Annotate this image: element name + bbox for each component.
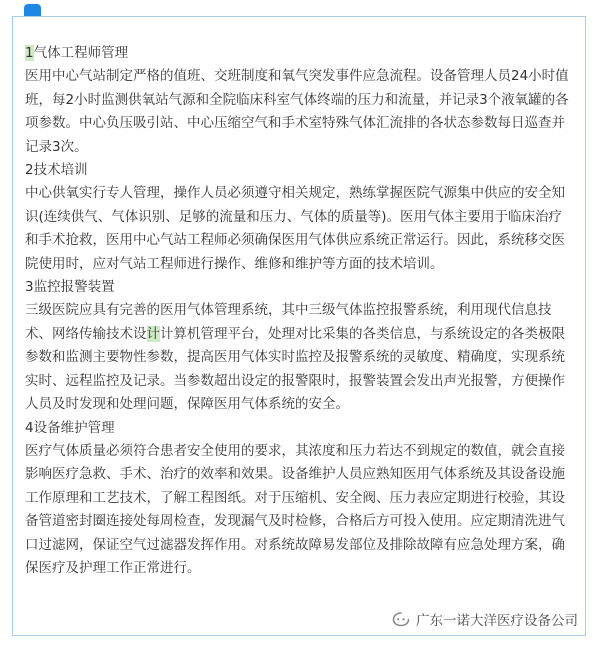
article-content: [25, 42, 574, 580]
section-3-highlight: 计: [146, 325, 160, 342]
section-3-number: 3: [25, 279, 34, 296]
section-3-title: 监控报警装置: [33, 279, 115, 296]
section-4-title: 设备维护管理: [33, 419, 115, 436]
section-2-body: 中心供氧实行专人管理，操作人员必须遵守相关规定，熟练掌握医院气源集中供应的安全知识(连续供气、气体识别、足够的流量和压力、气体的质量等)。医用气体主要用于临床治疗和手术抢救，医用中心气站工程师必须确保医用气体供应系统正常运行。因此，系统移交医院使用时，应对气站工程师进行操作、维修和维护等方面的技术培训。: [25, 185, 565, 272]
section-3-body-start: 三级医院应具有完善的医用气体管理系统，其中三级气体监控报警系统，利用现代信息技术、网络传输技术设: [25, 302, 552, 342]
section-1-number: 1: [25, 45, 34, 61]
section-3-heading: [25, 276, 574, 299]
section-3-body: [25, 299, 574, 416]
section-1-heading: [25, 42, 574, 65]
watermark-text: 广东一诺大洋医疗设备公司: [416, 613, 578, 629]
section-2-number: 2: [25, 162, 34, 179]
section-4-body: 医疗气体质量必须符合患者安全使用的要求，其浓度和压力若达不到规定的数值，就会直接影响医疗急救、手术、治疗的效率和效果。设备维护人员应熟知医用气体系统及其设备设施工作原理和工艺技术，了解工程图纸。对于压缩机、安全阀、压力表应定期进行校验，其设备管道密封圈连接处每周检查，发现漏气及时检修，合格后方可投入使用。应定期清洗进气口过滤网，保证空气过滤器发挥作用。对系统故障易发部位及排除故障有应急处理方案，确保医疗及护理工作正常进行。: [25, 442, 565, 576]
section-3-body-end: 计算机管理平台，处理对比采集的各类信息，与系统设定的各类极限参数和监测主要物性参数，提高医用气体实时监控及报警系统的灵敏度、精确度，实现系统实时、远程监控及记录。当参数超出设定的报警限时，报警装置会发出声光报警，方便操作人员及时发现和处理问题，保障医用气体系统的安全。: [25, 325, 565, 413]
section-1-title: 气体工程师管理: [33, 45, 129, 61]
section-2-title: 技术培训: [33, 162, 88, 179]
section-4-heading: [25, 417, 574, 440]
section-2-heading: [25, 159, 574, 182]
wechat-official-account-icon: [392, 611, 410, 627]
account-watermark: [388, 607, 584, 631]
section-1-body: 医用中心气站制定严格的值班、交班制度和氧气突发事件应急流程。设备管理人员24小时值班，每2小时监测供氧站气源和全院临床科室气体终端的压力和流量，并记录3个液氧罐的各项参数。中心负压吸引站、中心压缩空气和手术室特殊气体汇流排的各状态参数每日巡查并记录3次。: [25, 68, 569, 155]
section-4-number: 4: [25, 419, 34, 436]
